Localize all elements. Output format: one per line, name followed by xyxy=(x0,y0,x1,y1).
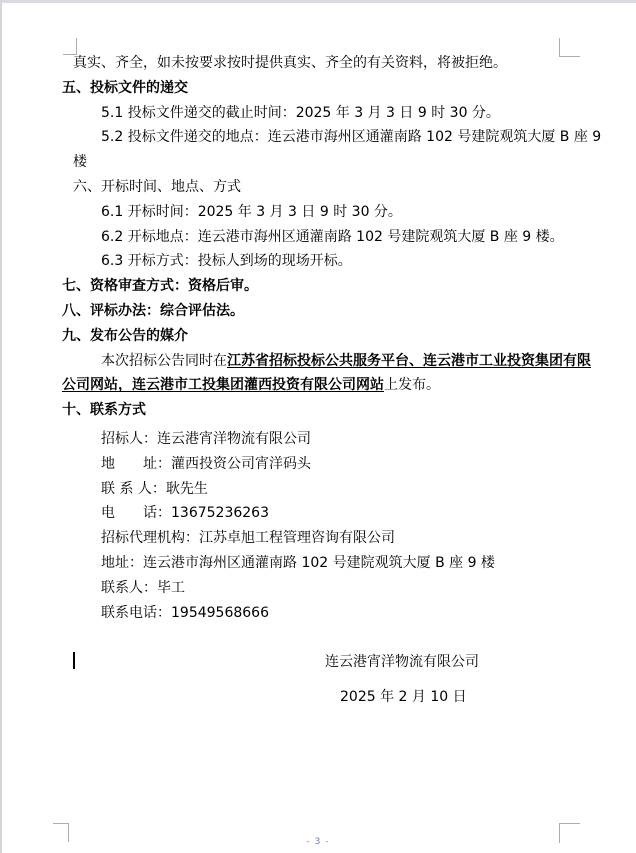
clause-6-1-text: 6.1 开标时间：2025 年 3 月 3 日 9 时 30 分。 xyxy=(101,203,402,220)
clause-5-1-text: 5.1 投标文件递交的截止时间：2025 年 3 月 3 日 9 时 30 分。 xyxy=(101,104,500,121)
para-announcement-media-text: 江苏省招标投标公共服务平台、连云港市工业投资集团有限 xyxy=(227,352,591,369)
clause-6-3-text: 6.3 开标方式：投标人到场的现场开标。 xyxy=(101,253,352,270)
contact-address xyxy=(101,452,622,477)
section-9-heading xyxy=(62,324,622,349)
signature-date-text: 2025 年 2 月 10 日 xyxy=(340,688,467,705)
crop-mark-bottom-left xyxy=(53,823,69,824)
para-announcement-media-wrap-text: 上发布。 xyxy=(384,377,440,394)
contact-tenderer xyxy=(101,427,622,452)
clause-5-2-wrap-text: 楼 xyxy=(73,154,87,171)
text-cursor xyxy=(73,652,75,669)
contact-agency-phone-text: 联系电话：19549568666 xyxy=(101,604,269,621)
clause-6-2 xyxy=(101,225,622,250)
crop-mark-bottom-right xyxy=(559,823,560,843)
page-number-value: 3 xyxy=(314,837,322,847)
section-6-heading xyxy=(73,175,622,200)
clause-6-1 xyxy=(101,200,622,225)
clause-6-2-text: 6.2 开标地点：连云港市海州区通灌南路 102 号建院观筑大厦 B 座 9 楼。 xyxy=(101,228,564,245)
contact-agency-address xyxy=(101,551,622,576)
canvas-top-edge xyxy=(0,0,636,3)
contact-person-text: 联 系 人：耿先生 xyxy=(101,480,208,497)
section-7-heading xyxy=(62,274,622,299)
clause-5-2-wrap xyxy=(73,150,622,175)
canvas-left-edge xyxy=(0,0,2,853)
section-8-heading xyxy=(62,299,622,324)
section-10-heading xyxy=(62,398,622,423)
contact-phone xyxy=(101,501,622,526)
section-5-heading xyxy=(62,76,622,101)
signature-company xyxy=(325,650,622,675)
contact-agency-person-text: 联系人：毕工 xyxy=(101,579,185,596)
contact-agency-address-text: 地址：连云港市海州区通灌南路 102 号建院观筑大厦 B 座 9 楼 xyxy=(101,554,495,571)
contact-agency-text: 招标代理机构：江苏卓旭工程管理咨询有限公司 xyxy=(101,530,395,547)
clause-5-2-text: 5.2 投标文件递交的地点：连云港市海州区通灌南路 102 号建院观筑大厦 B 座 9 xyxy=(101,129,602,146)
contact-phone-text: 电 话：13675236263 xyxy=(101,505,269,522)
contact-tenderer-text: 招标人：连云港宵洋物流有限公司 xyxy=(101,430,311,447)
section-10-heading-text: 十、联系方式 xyxy=(62,402,146,419)
contact-agency xyxy=(101,526,622,551)
crop-mark-bottom-left xyxy=(68,823,69,842)
document-text-area[interactable] xyxy=(62,51,622,710)
crop-mark-bottom-right xyxy=(559,823,580,824)
clause-5-2 xyxy=(101,125,622,150)
section-6-heading-text: 六、开标时间、地点、方式 xyxy=(73,178,241,195)
clause-5-1 xyxy=(101,101,622,126)
para-truthfulness-notice-text: 真实、齐全，如未按要求按时提供真实、齐全的有关资料，将被拒绝。 xyxy=(73,55,507,71)
clause-6-3 xyxy=(101,249,622,274)
para-truthfulness-notice xyxy=(73,51,622,76)
para-announcement-media-wrap-text: 公司网站，连云港市工投集团灌西投资有限公司网站 xyxy=(62,377,384,394)
signature-company-text: 连云港宵洋物流有限公司 xyxy=(325,654,479,671)
page-number-suffix: - xyxy=(321,837,330,847)
contact-address-text: 地 址：灌西投资公司宵洋码头 xyxy=(101,455,311,472)
section-9-heading-text: 九、发布公告的媒介 xyxy=(62,327,188,344)
section-5-heading-text: 五、投标文件的递交 xyxy=(62,79,188,96)
footer-page-number xyxy=(77,836,559,848)
para-announcement-media xyxy=(101,349,622,374)
para-announcement-media-wrap xyxy=(62,373,622,398)
page-number-prefix: - xyxy=(306,837,315,847)
section-7-heading-text: 七、资格审查方式：资格后审。 xyxy=(62,278,258,295)
contact-agency-phone xyxy=(101,601,622,626)
contact-person xyxy=(101,477,622,502)
blank-line xyxy=(62,625,622,650)
document-body xyxy=(62,51,622,650)
section-8-heading-text: 八、评标办法：综合评估法。 xyxy=(62,302,244,319)
signature-date xyxy=(340,685,622,710)
para-announcement-media-text: 本次招标公告同时在 xyxy=(101,352,227,369)
contact-agency-person xyxy=(101,576,622,601)
